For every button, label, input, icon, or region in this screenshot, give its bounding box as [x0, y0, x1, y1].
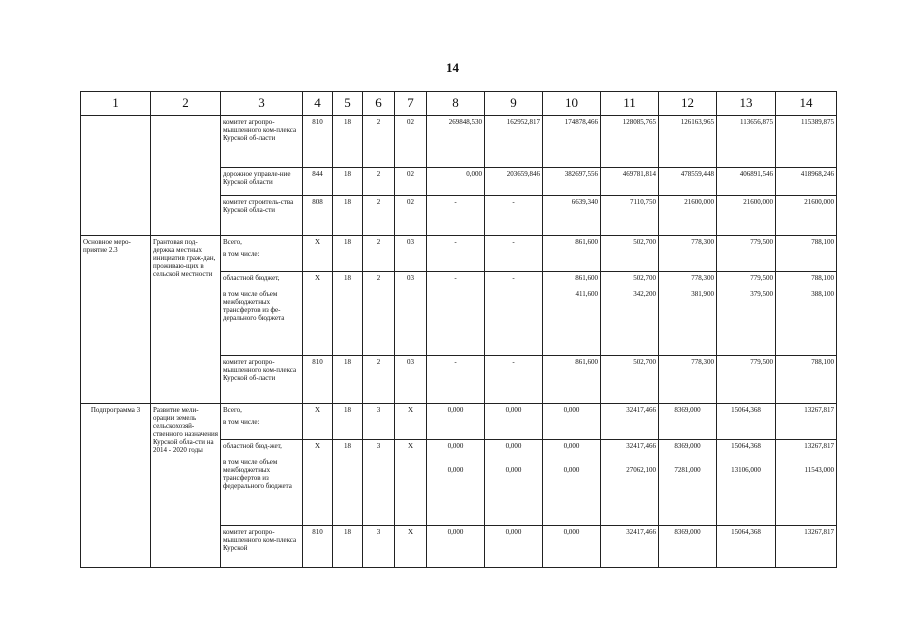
cell: 18: [333, 526, 363, 568]
subprogram-name-cell: Подпрограмма 3: [81, 404, 151, 568]
cell: -: [427, 196, 485, 236]
executor-cell: [221, 404, 303, 440]
cell: 0,000: [485, 404, 543, 440]
value: 788,100: [811, 274, 834, 282]
value: 7281,000: [674, 466, 701, 475]
cell: 02: [395, 168, 427, 196]
cell: 382697,556: [543, 168, 601, 196]
cell: X: [395, 526, 427, 568]
cell: 3: [363, 404, 395, 440]
cell: -: [427, 356, 485, 404]
header-row: [81, 92, 837, 116]
cell: 0,000: [427, 168, 485, 196]
cell: 3: [363, 526, 395, 568]
table-row: [81, 116, 837, 168]
cell: 18: [333, 196, 363, 236]
cell: 469781,814: [601, 168, 659, 196]
cell: -: [427, 236, 485, 272]
cell: [543, 440, 601, 526]
executor-cell: [221, 272, 303, 356]
cell: 03: [395, 272, 427, 356]
cell: 126163,965: [659, 116, 717, 168]
value: 15064,368: [731, 442, 761, 450]
value: 411,600: [575, 290, 598, 299]
cell: 0,000: [543, 404, 601, 440]
table-row: [81, 236, 837, 272]
cell: -: [485, 236, 543, 272]
cell: [717, 272, 776, 356]
value: 379,500: [750, 290, 773, 299]
cell: 0,000: [485, 526, 543, 568]
value: 11543,000: [804, 466, 834, 475]
cell: X: [395, 404, 427, 440]
value: 0,000: [447, 466, 464, 475]
cell: 7110,750: [601, 196, 659, 236]
cell: 15064,368: [717, 526, 776, 568]
cell: [485, 440, 543, 526]
cell: 8369,000: [659, 526, 717, 568]
cell-empty: [81, 116, 151, 236]
value: 381,900: [691, 290, 714, 299]
cell: 18: [333, 272, 363, 356]
value: 8369,000: [674, 442, 701, 450]
value: 27062,100: [626, 466, 656, 475]
column-header: 8: [427, 92, 485, 116]
column-header: 1: [81, 92, 151, 116]
cell: -: [427, 272, 485, 356]
cell: 203659,846: [485, 168, 543, 196]
cell: 779,500: [717, 356, 776, 404]
cell: X: [303, 272, 333, 356]
cell: 779,500: [717, 236, 776, 272]
table-row: [81, 404, 837, 440]
cell: 18: [333, 440, 363, 526]
cell: 788,100: [776, 356, 837, 404]
cell: X: [303, 236, 333, 272]
cell: -: [485, 196, 543, 236]
federal-transfers-label: в том числе объем межбюджетных трансфертов из фе-дерального бюджета: [223, 290, 285, 323]
column-header: 5: [333, 92, 363, 116]
column-header: 2: [151, 92, 221, 116]
cell: 2: [363, 272, 395, 356]
executor-cell: [221, 236, 303, 272]
event-name-cell: Основное меро-приятие 2.3: [81, 236, 151, 404]
cell: 2: [363, 236, 395, 272]
cell: 2: [363, 196, 395, 236]
regional-budget-label: областной бюджет,: [223, 274, 280, 282]
cell: 778,300: [659, 356, 717, 404]
value: 861,600: [575, 274, 598, 282]
cell: 18: [333, 116, 363, 168]
cell: -: [485, 272, 543, 356]
cell: 113656,875: [717, 116, 776, 168]
value: 0,000: [563, 466, 580, 475]
cell: 844: [303, 168, 333, 196]
cell: 502,700: [601, 236, 659, 272]
cell: 128085,765: [601, 116, 659, 168]
cell: 269848,530: [427, 116, 485, 168]
cell: 478559,448: [659, 168, 717, 196]
cell: 788,100: [776, 236, 837, 272]
cell: 3: [363, 440, 395, 526]
including-label: в том числе:: [223, 250, 260, 259]
cell: 15064,368: [717, 404, 776, 440]
cell: 18: [333, 404, 363, 440]
executor-cell: комитет агропро-мышленного ком-плекса Курской об-ласти: [221, 356, 303, 404]
executor-cell: комитет агропро-мышленного ком-плекса Курской об-ласти: [221, 116, 303, 168]
column-header: 13: [717, 92, 776, 116]
cell: 0,000: [543, 526, 601, 568]
cell: 810: [303, 356, 333, 404]
value: 0,000: [563, 442, 580, 450]
cell: 808: [303, 196, 333, 236]
value: 388,100: [811, 290, 834, 299]
event-description-cell: Грантовая под-держка местных инициатив граж-дан, проживаю-щих в сельской местности: [151, 236, 221, 404]
executor-cell: комитет агропро-мышленного ком-плекса Курской: [221, 526, 303, 568]
column-header: 12: [659, 92, 717, 116]
budget-table: [80, 91, 837, 568]
value: 779,500: [750, 274, 773, 282]
executor-cell: дорожное управле-ние Курской области: [221, 168, 303, 196]
cell: [776, 440, 837, 526]
value: 13267,817: [804, 442, 834, 450]
cell: 32417,466: [601, 526, 659, 568]
cell: 861,600: [543, 236, 601, 272]
cell: 18: [333, 168, 363, 196]
cell: 2: [363, 168, 395, 196]
total-label: Всего,: [223, 238, 242, 246]
cell: 778,300: [659, 236, 717, 272]
cell: 6639,340: [543, 196, 601, 236]
value: 0,000: [505, 466, 522, 475]
cell: 02: [395, 116, 427, 168]
cell: X: [303, 440, 333, 526]
including-label: в том числе:: [223, 418, 260, 427]
cell: 115389,875: [776, 116, 837, 168]
cell: 02: [395, 196, 427, 236]
cell: [659, 272, 717, 356]
cell: 0,000: [427, 526, 485, 568]
value: 0,000: [505, 442, 522, 450]
cell: [717, 440, 776, 526]
cell: 0,000: [427, 404, 485, 440]
cell: 2: [363, 116, 395, 168]
cell: 18: [333, 356, 363, 404]
value: 342,200: [633, 290, 656, 299]
cell: [427, 440, 485, 526]
cell: 21600,000: [717, 196, 776, 236]
cell: X: [395, 440, 427, 526]
cell: 2: [363, 356, 395, 404]
value: 502,700: [633, 274, 656, 282]
cell: 21600,000: [659, 196, 717, 236]
cell: 8369,000: [659, 404, 717, 440]
column-header: 6: [363, 92, 395, 116]
value: 778,300: [691, 274, 714, 282]
column-header: 11: [601, 92, 659, 116]
cell: 13267,817: [776, 526, 837, 568]
column-header: 4: [303, 92, 333, 116]
cell: 162952,817: [485, 116, 543, 168]
page-number: 14: [446, 60, 459, 75]
federal-transfers-label: в том числе объем межбюджетных трансфертов из федерального бюджета: [223, 458, 292, 491]
column-header: 9: [485, 92, 543, 116]
cell: 18: [333, 236, 363, 272]
cell: 174878,466: [543, 116, 601, 168]
cell: [601, 440, 659, 526]
cell: -: [485, 356, 543, 404]
value: 32417,466: [626, 442, 656, 450]
cell: 13267,817: [776, 404, 837, 440]
cell: [659, 440, 717, 526]
subprogram-description-cell: Развитие мели-орации земель сельскохозяй-ственного назначения Курской обла-сти на 2014 - 2020 годы: [151, 404, 221, 568]
cell: 861,600: [543, 356, 601, 404]
cell: 418968,246: [776, 168, 837, 196]
executor-cell: [221, 440, 303, 526]
regional-budget-label: областной бюд-жет,: [223, 442, 282, 450]
cell: 03: [395, 356, 427, 404]
column-header: 3: [221, 92, 303, 116]
cell: 32417,466: [601, 404, 659, 440]
column-header: 14: [776, 92, 837, 116]
cell: 502,700: [601, 356, 659, 404]
cell: 810: [303, 526, 333, 568]
cell: 810: [303, 116, 333, 168]
cell-empty: [151, 116, 221, 236]
cell: 21600,000: [776, 196, 837, 236]
cell: [776, 272, 837, 356]
total-label: Всего,: [223, 406, 242, 414]
cell: 03: [395, 236, 427, 272]
value: 0,000: [447, 442, 464, 450]
cell: X: [303, 404, 333, 440]
cell: 406891,546: [717, 168, 776, 196]
cell: [543, 272, 601, 356]
value: 13106,000: [731, 466, 761, 475]
column-header: 7: [395, 92, 427, 116]
column-header: 10: [543, 92, 601, 116]
cell: [601, 272, 659, 356]
executor-cell: комитет строитель-ства Курской обла-сти: [221, 196, 303, 236]
